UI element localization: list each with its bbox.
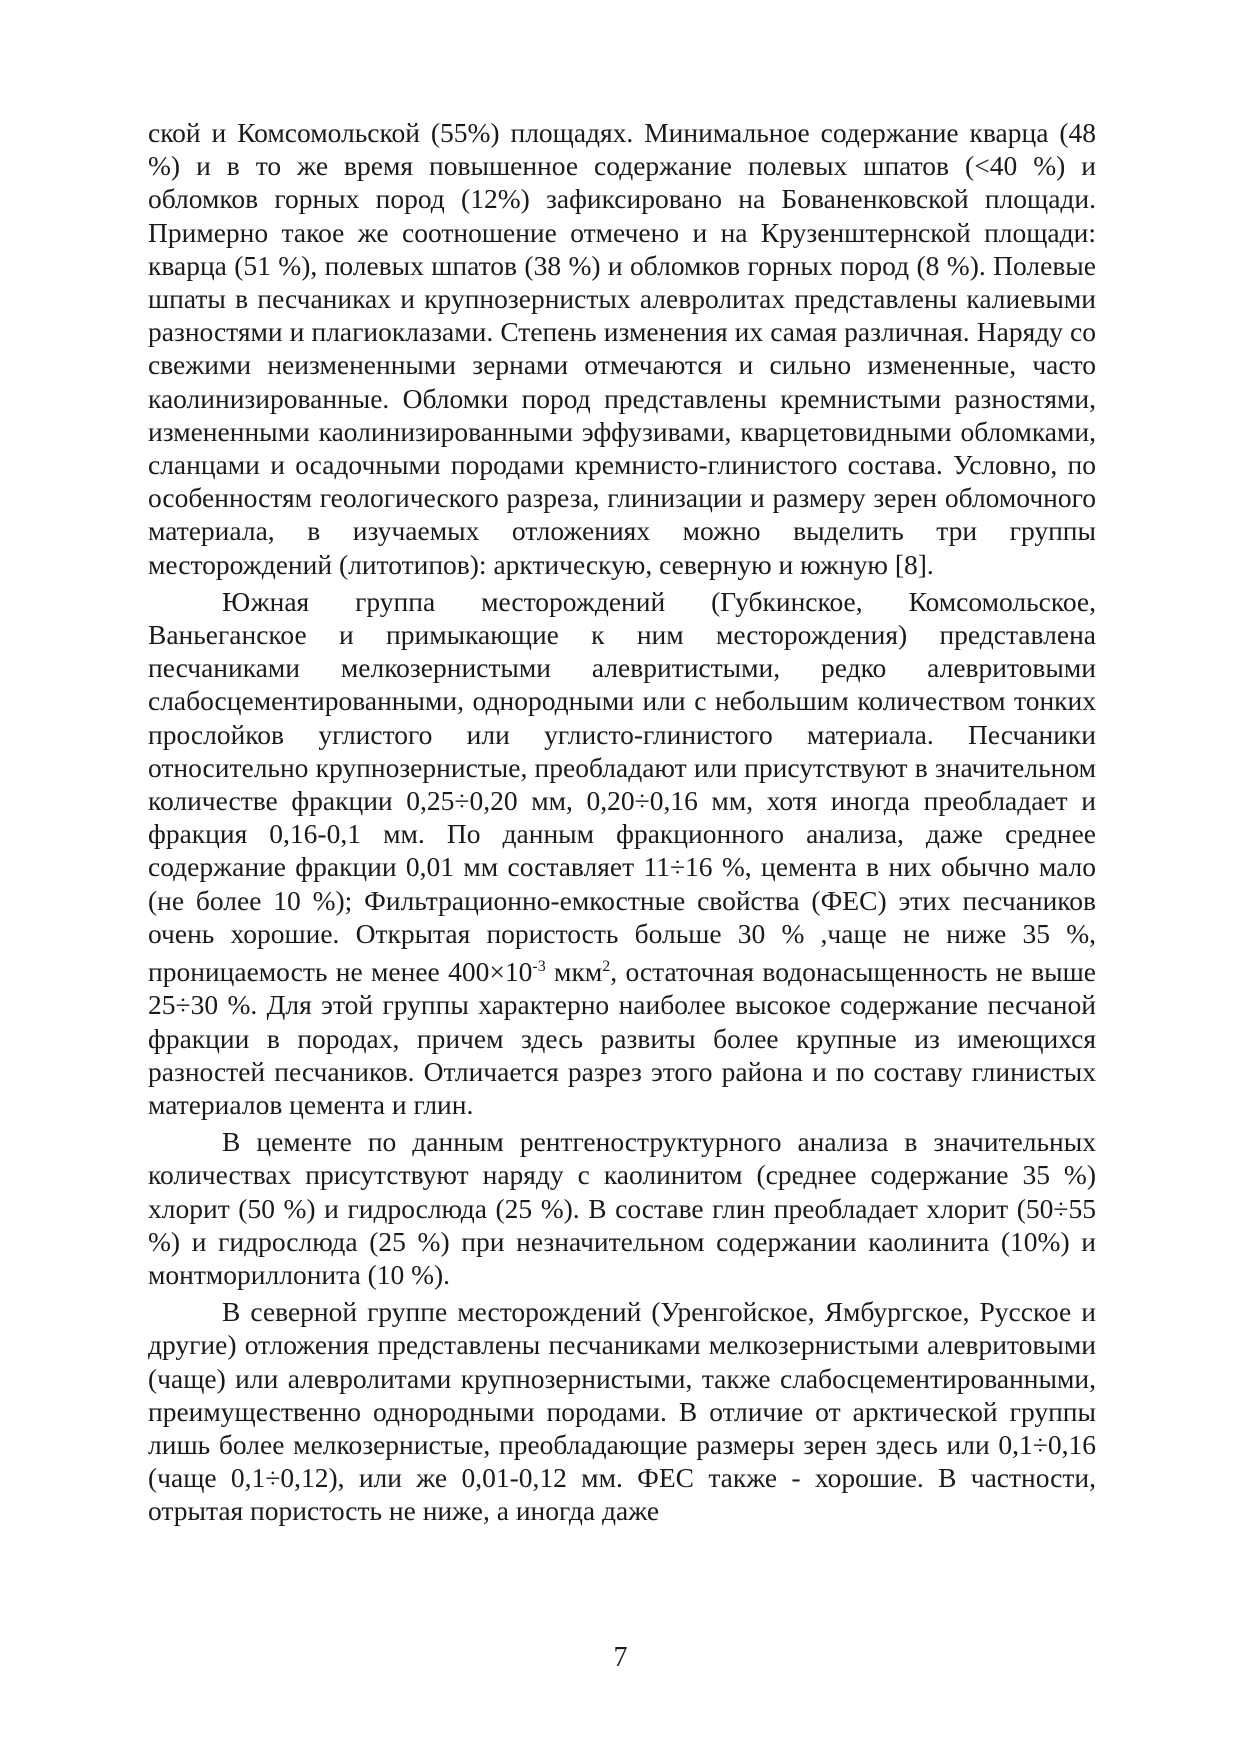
unit-square-superscript: 2 (602, 958, 611, 976)
paragraph-2 (148, 585, 1096, 1121)
document-body (148, 116, 1096, 1528)
paragraph-4: В северной группе месторождений (Уренгойское, Ямбургское, Русское и другие) отложения представлены песчаниками мелкозернистыми алевритовыми (чаще) или алевролитами крупнозернистыми, также слабосцементированными, преимущественно однородными породами. В отличие от арктической группы лишь более мелкозернистые, преобладающие размеры зерен здесь или 0,1÷0,16 (чаще 0,1÷0,12), или же 0,01-0,12 мм. ФЕС также - хорошие. В частности, отрытая пористость не ниже, а иногда даже (148, 1296, 1096, 1527)
paragraph-2-text-a: Южная группа месторождений (Губкинское, Комсомольское, Ваньеганское и примыкающие к ним месторождения) представлена песчаниками мелкозернистыми алевритистыми, редко алевритовыми слабосцементированными, однородными или с небольшим количеством тонких прослойков углистого или углисто-глинистого материала. Песчаники относительно крупнозернистые, преобладают или присутствуют в значительном количестве фракции 0,25÷0,20 мм, 0,20÷0,16 мм, хотя иногда преобладает и фракция 0,16-0,1 мм. По данным фракционного анализа, даже среднее содержание фракции 0,01 мм составляет 11÷16 %, цемента в них обычно мало (не более 10 %); Фильтрационно-емкостные свойства (ФЕС) этих песчаников очень хорошие. Открытая пористость больше 30 % ,чаще не ниже 35 %, проницаемость не менее 400×10 (148, 585, 1096, 988)
paragraph-2-text-b: , остаточная водонасыщенность не выше 25÷30 %. Для этой группы характерно наиболее высокое содержание песчаной фракции в породах, причем здесь развиты более крупные из имеющихся разностей песчаников. Отличается разрез этого района и по составу глинистых материалов цемента и глин. (148, 956, 1096, 1121)
paragraph-1: ской и Комсомольской (55%) площадях. Минимальное содержание кварца (48 %) и в то же время повышенное содержание полевых шпатов (<40 %) и обломков горных пород (12%) зафиксировано на Бованенковской площади. Примерно такое же соотношение отмечено и на Крузенштернской площади: кварца (51 %), полевых шпатов (38 %) и обломков горных пород (8 %). Полевые шпаты в песчаниках и крупнозернистых алевролитах представлены калиевыми разностями и плагиоклазами. Степень изменения их самая различная. Наряду со свежими неизмененными зернами отмечаются и сильно измененные, часто каолинизированные. Обломки пород представлены кремнистыми разностями, измененными каолинизированными эффузивами, кварцетовидными обломками, сланцами и осадочными породами кремнисто-глинистого состава. Условно, по особенностям геологического разреза, глинизации и размеру зерен обломочного материала, в изучаемых отложениях можно выделить три группы месторождений (литотипов): арктическую, северную и южную [8]. (148, 117, 1096, 580)
paragraph-3: В цементе по данным рентгеноструктурного анализа в значительных количествах присутствуют наряду с каолинитом (среднее содержание 35 %) хлорит (50 %) и гидрослюда (25 %). В составе глин преобладает хлорит (50÷55 %) и гидрослюда (25 %) при незначительном содержании каолинита (10%) и монтмориллонита (10 %). (148, 1126, 1096, 1291)
paragraph-2-unit: мкм (545, 956, 603, 988)
exponent-superscript: -3 (532, 958, 546, 976)
page-number: 7 (613, 1642, 628, 1673)
